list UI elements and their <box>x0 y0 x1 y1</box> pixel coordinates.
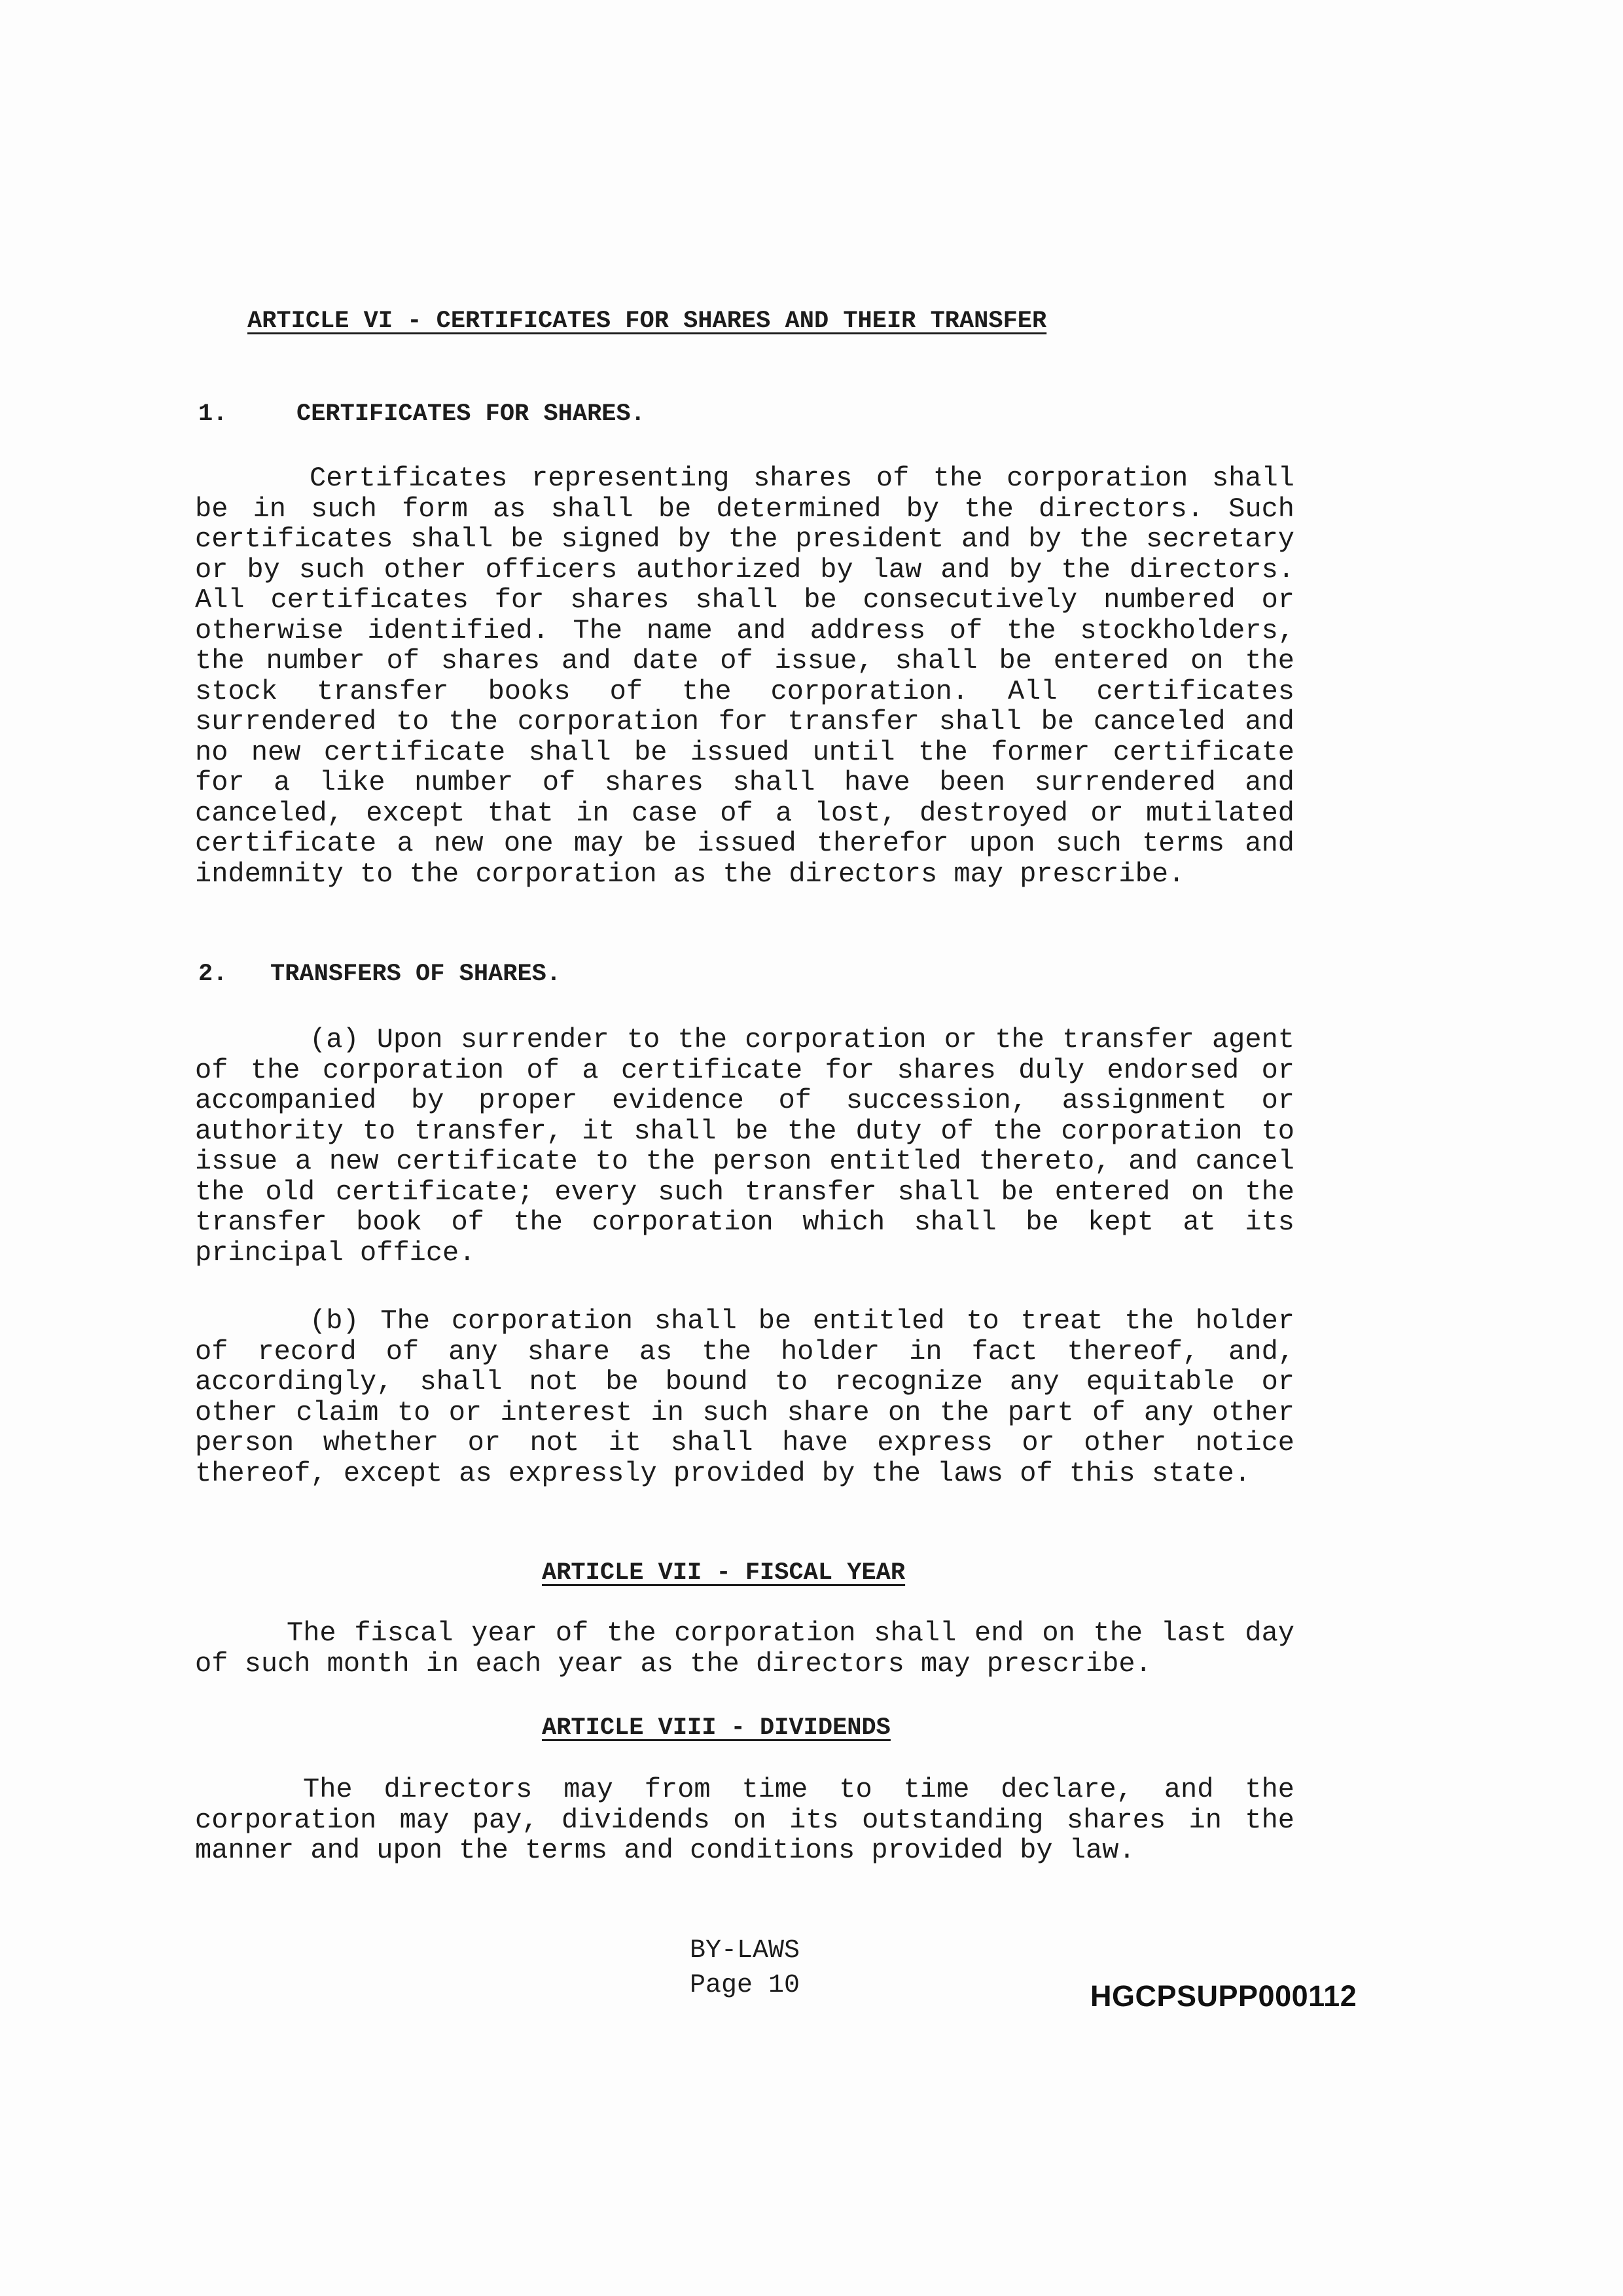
section-2-number: 2. <box>198 961 228 988</box>
section-1-text: Certificates representing shares of the corporation shall be in such form as shall be determined by the directors. Such certificates shall be signed by the president and by the secretary or by such other officers authorized by law and by the directors. All certificates for shares shall be consecutively numbered or otherwise identified. The name and address of the stockholders, the number of shares and date of issue, shall be entered on the stock transfer books of the corporation. All certificates surrendered to the corporation for transfer shall be canceled and no new certificate shall be issued until the former certificate for a like number of shares shall have been surrendered and canceled, except that in case of a lost, destroyed or mutilated certificate a new one may be issued therefor upon such terms and indemnity to the corporation as the directors may prescribe. <box>195 463 1294 890</box>
footer-page-label: Page 10 <box>689 1971 800 2000</box>
section-2b-text: (b) The corporation shall be entitled to treat the holder of record of any share as the holder in fact thereof, and, accordingly, shall not be bound to recognize any equitable or other claim to or interest in such share on the part of any other person whether or not it shall have express or other notice thereof, except as expressly provided by the laws of this state. <box>195 1305 1294 1489</box>
footer-document-name: BY-LAWS <box>689 1936 800 1966</box>
section-1-number: 1. <box>198 400 228 428</box>
section-2a-text: (a) Upon surrender to the corporation or the transfer agent of the corporation of a certificate for shares duly endorsed or accompanied by proper evidence of succession, assignment or authority to transfer, it shall be the duty of the corporation to issue a new certificate to the person entitled thereto, and cancel the old certificate; every such transfer shall be entered on the transfer book of the corporation which shall be kept at its principal office. <box>195 1024 1294 1269</box>
article-vii-heading: ARTICLE VII - FISCAL YEAR <box>542 1559 906 1587</box>
bates-number: HGCPSUPP000112 <box>1090 1979 1357 2013</box>
section-2b-paragraph <box>195 1306 1294 1489</box>
section-2-title: TRANSFERS OF SHARES. <box>270 961 562 988</box>
article-vii-paragraph <box>195 1618 1294 1679</box>
section-1-paragraph <box>195 463 1294 889</box>
section-2-heading <box>198 961 561 988</box>
article-viii-text: The directors may from time to time declare, and the corporation may pay, dividends on its outstanding shares in the manner and upon the terms and conditions provided by law. <box>195 1774 1294 1866</box>
article-vi-heading: ARTICLE VI - CERTIFICATES FOR SHARES AND THEIR TRANSFER <box>247 308 1047 335</box>
article-viii-paragraph <box>195 1775 1294 1866</box>
section-1-heading <box>198 400 645 428</box>
section-2a-paragraph <box>195 1025 1294 1268</box>
article-viii-heading: ARTICLE VIII - DIVIDENDS <box>542 1714 891 1742</box>
section-1-title: CERTIFICATES FOR SHARES. <box>296 400 645 428</box>
article-vii-text: The fiscal year of the corporation shall end on the last day of such month in each year as the directors may prescribe. <box>195 1617 1294 1680</box>
